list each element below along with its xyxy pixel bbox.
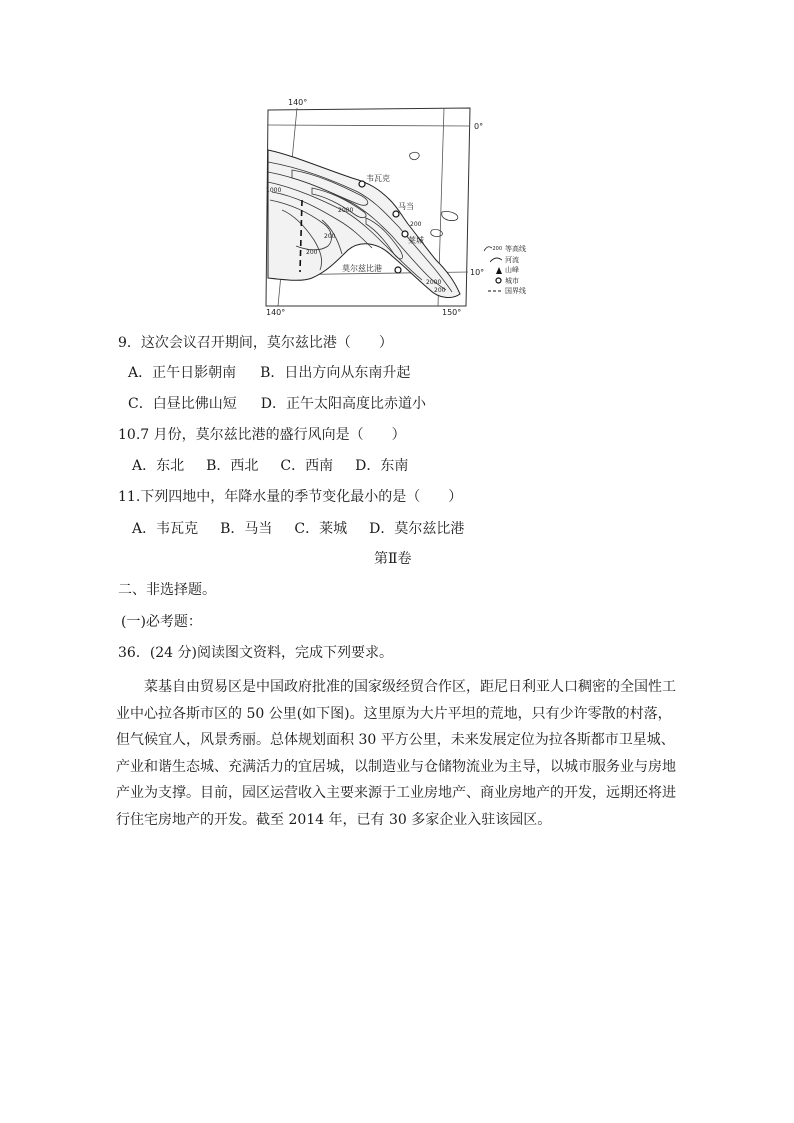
sub-title: (一)必考题： bbox=[121, 614, 202, 630]
paragraph-line: 行住宅房地产的开发。截至 2014 年，已有 30 多家企业入驻该园区。 bbox=[116, 811, 552, 828]
map-legend bbox=[480, 244, 550, 297]
question-10-stem: 10.7 月份，莫尔兹比港的盛行风向是（ ） bbox=[118, 427, 406, 443]
contour-icon: 200 bbox=[480, 246, 505, 252]
city-marker-moresby bbox=[395, 267, 401, 273]
label-city-moresby: 莫尔兹比港 bbox=[342, 264, 382, 273]
label-contour: 200 bbox=[410, 221, 422, 228]
question-9-stem: 9．这次会议召开期间，莫尔兹比港（ ） bbox=[118, 335, 393, 351]
question-9-options-row1 bbox=[128, 364, 432, 382]
option-d: D．正午太阳高度比赤道小 bbox=[260, 396, 426, 412]
legend-city: 城市 bbox=[480, 276, 550, 287]
option-c: C．白昼比佛山短 bbox=[128, 396, 237, 412]
legend-river: 河流 bbox=[480, 255, 550, 266]
label-contour: 2000 bbox=[426, 279, 442, 286]
label-contour: 2000 bbox=[338, 207, 354, 214]
paragraph-line: 产业为支撑。目前，园区运营收入主要来源于工业房地产、商业房地产的开发，远期还将进 bbox=[116, 785, 676, 801]
paragraph-line: 菜基自由贸易区是中国政府批准的国家级经贸合作区，距尼日利亚人口稠密的全国性工 bbox=[144, 679, 676, 695]
label-contour: 200 bbox=[324, 233, 336, 240]
question-10-options bbox=[132, 457, 430, 475]
label-city-weiwake: 韦瓦克 bbox=[366, 174, 390, 183]
part-title: 二、非选择题。 bbox=[118, 582, 216, 598]
city-icon bbox=[480, 277, 505, 284]
label-contour: 200 bbox=[434, 287, 446, 294]
equator-line bbox=[268, 125, 470, 126]
option-d: D．东南 bbox=[355, 458, 409, 474]
label-lon-bottom-left: 140° bbox=[266, 308, 286, 317]
border-icon bbox=[480, 289, 505, 293]
label-city-madang: 马当 bbox=[398, 202, 414, 211]
legend-border: 国界线 bbox=[480, 286, 550, 297]
paragraph-line: 业中心拉各斯市区的 50 公里(如下图)。这里原为大片平坦的荒地，只有少许零散的村落， bbox=[116, 705, 672, 722]
label-contour: 200 bbox=[306, 249, 318, 256]
city-marker-weiwake bbox=[359, 181, 365, 187]
label-lat-right: 10° bbox=[470, 268, 485, 277]
island-outline bbox=[268, 150, 460, 297]
label-lon-top: 140° bbox=[288, 98, 308, 107]
peak-icon bbox=[480, 267, 505, 274]
option-d: D．莫尔兹比港 bbox=[369, 521, 465, 537]
question-36-stem: 36．(24 分)阅读图文资料，完成下列要求。 bbox=[118, 645, 394, 661]
island-small bbox=[410, 152, 420, 159]
river-icon bbox=[480, 257, 505, 263]
legend-peak: 山峰 bbox=[480, 265, 550, 276]
option-b: B．马当 bbox=[220, 521, 273, 537]
section-title: 第Ⅱ卷 bbox=[374, 551, 412, 567]
paragraph-line: 产业和谐生态城、充满活力的宜居城，以制造业与仓储物流业为主导，以城市服务业与房地 bbox=[116, 758, 676, 775]
question-36-paragraph bbox=[116, 674, 676, 833]
paragraph-line: 但气候宜人，风景秀丽。总体规划面积 30 平方公里，未来发展定位为拉各斯都市卫星城、 bbox=[116, 732, 675, 748]
option-a: A．韦瓦克 bbox=[132, 521, 199, 537]
label-city-laicheng: 莱城 bbox=[408, 236, 424, 245]
option-c: C．莱城 bbox=[294, 521, 348, 537]
option-a: A．正午日影朝南 bbox=[128, 365, 237, 381]
island-small bbox=[442, 212, 458, 221]
option-b: B．西北 bbox=[206, 458, 259, 474]
question-9-options-row2 bbox=[128, 395, 448, 413]
label-lon-bottom-right: 150° bbox=[442, 308, 462, 317]
label-contour: 1000 bbox=[266, 187, 282, 194]
option-b: B．日出方向从东南升起 bbox=[260, 365, 411, 381]
question-11-stem: 11.下列四地中，年降水量的季节变化最小的是（ ） bbox=[118, 489, 463, 505]
label-lat-top: 0° bbox=[474, 122, 484, 131]
question-11-options bbox=[132, 520, 486, 538]
option-a: A．东北 bbox=[132, 458, 185, 474]
legend-contour: 200 等高线 bbox=[480, 244, 550, 255]
option-c: C．西南 bbox=[280, 458, 334, 474]
island-small bbox=[431, 230, 443, 237]
